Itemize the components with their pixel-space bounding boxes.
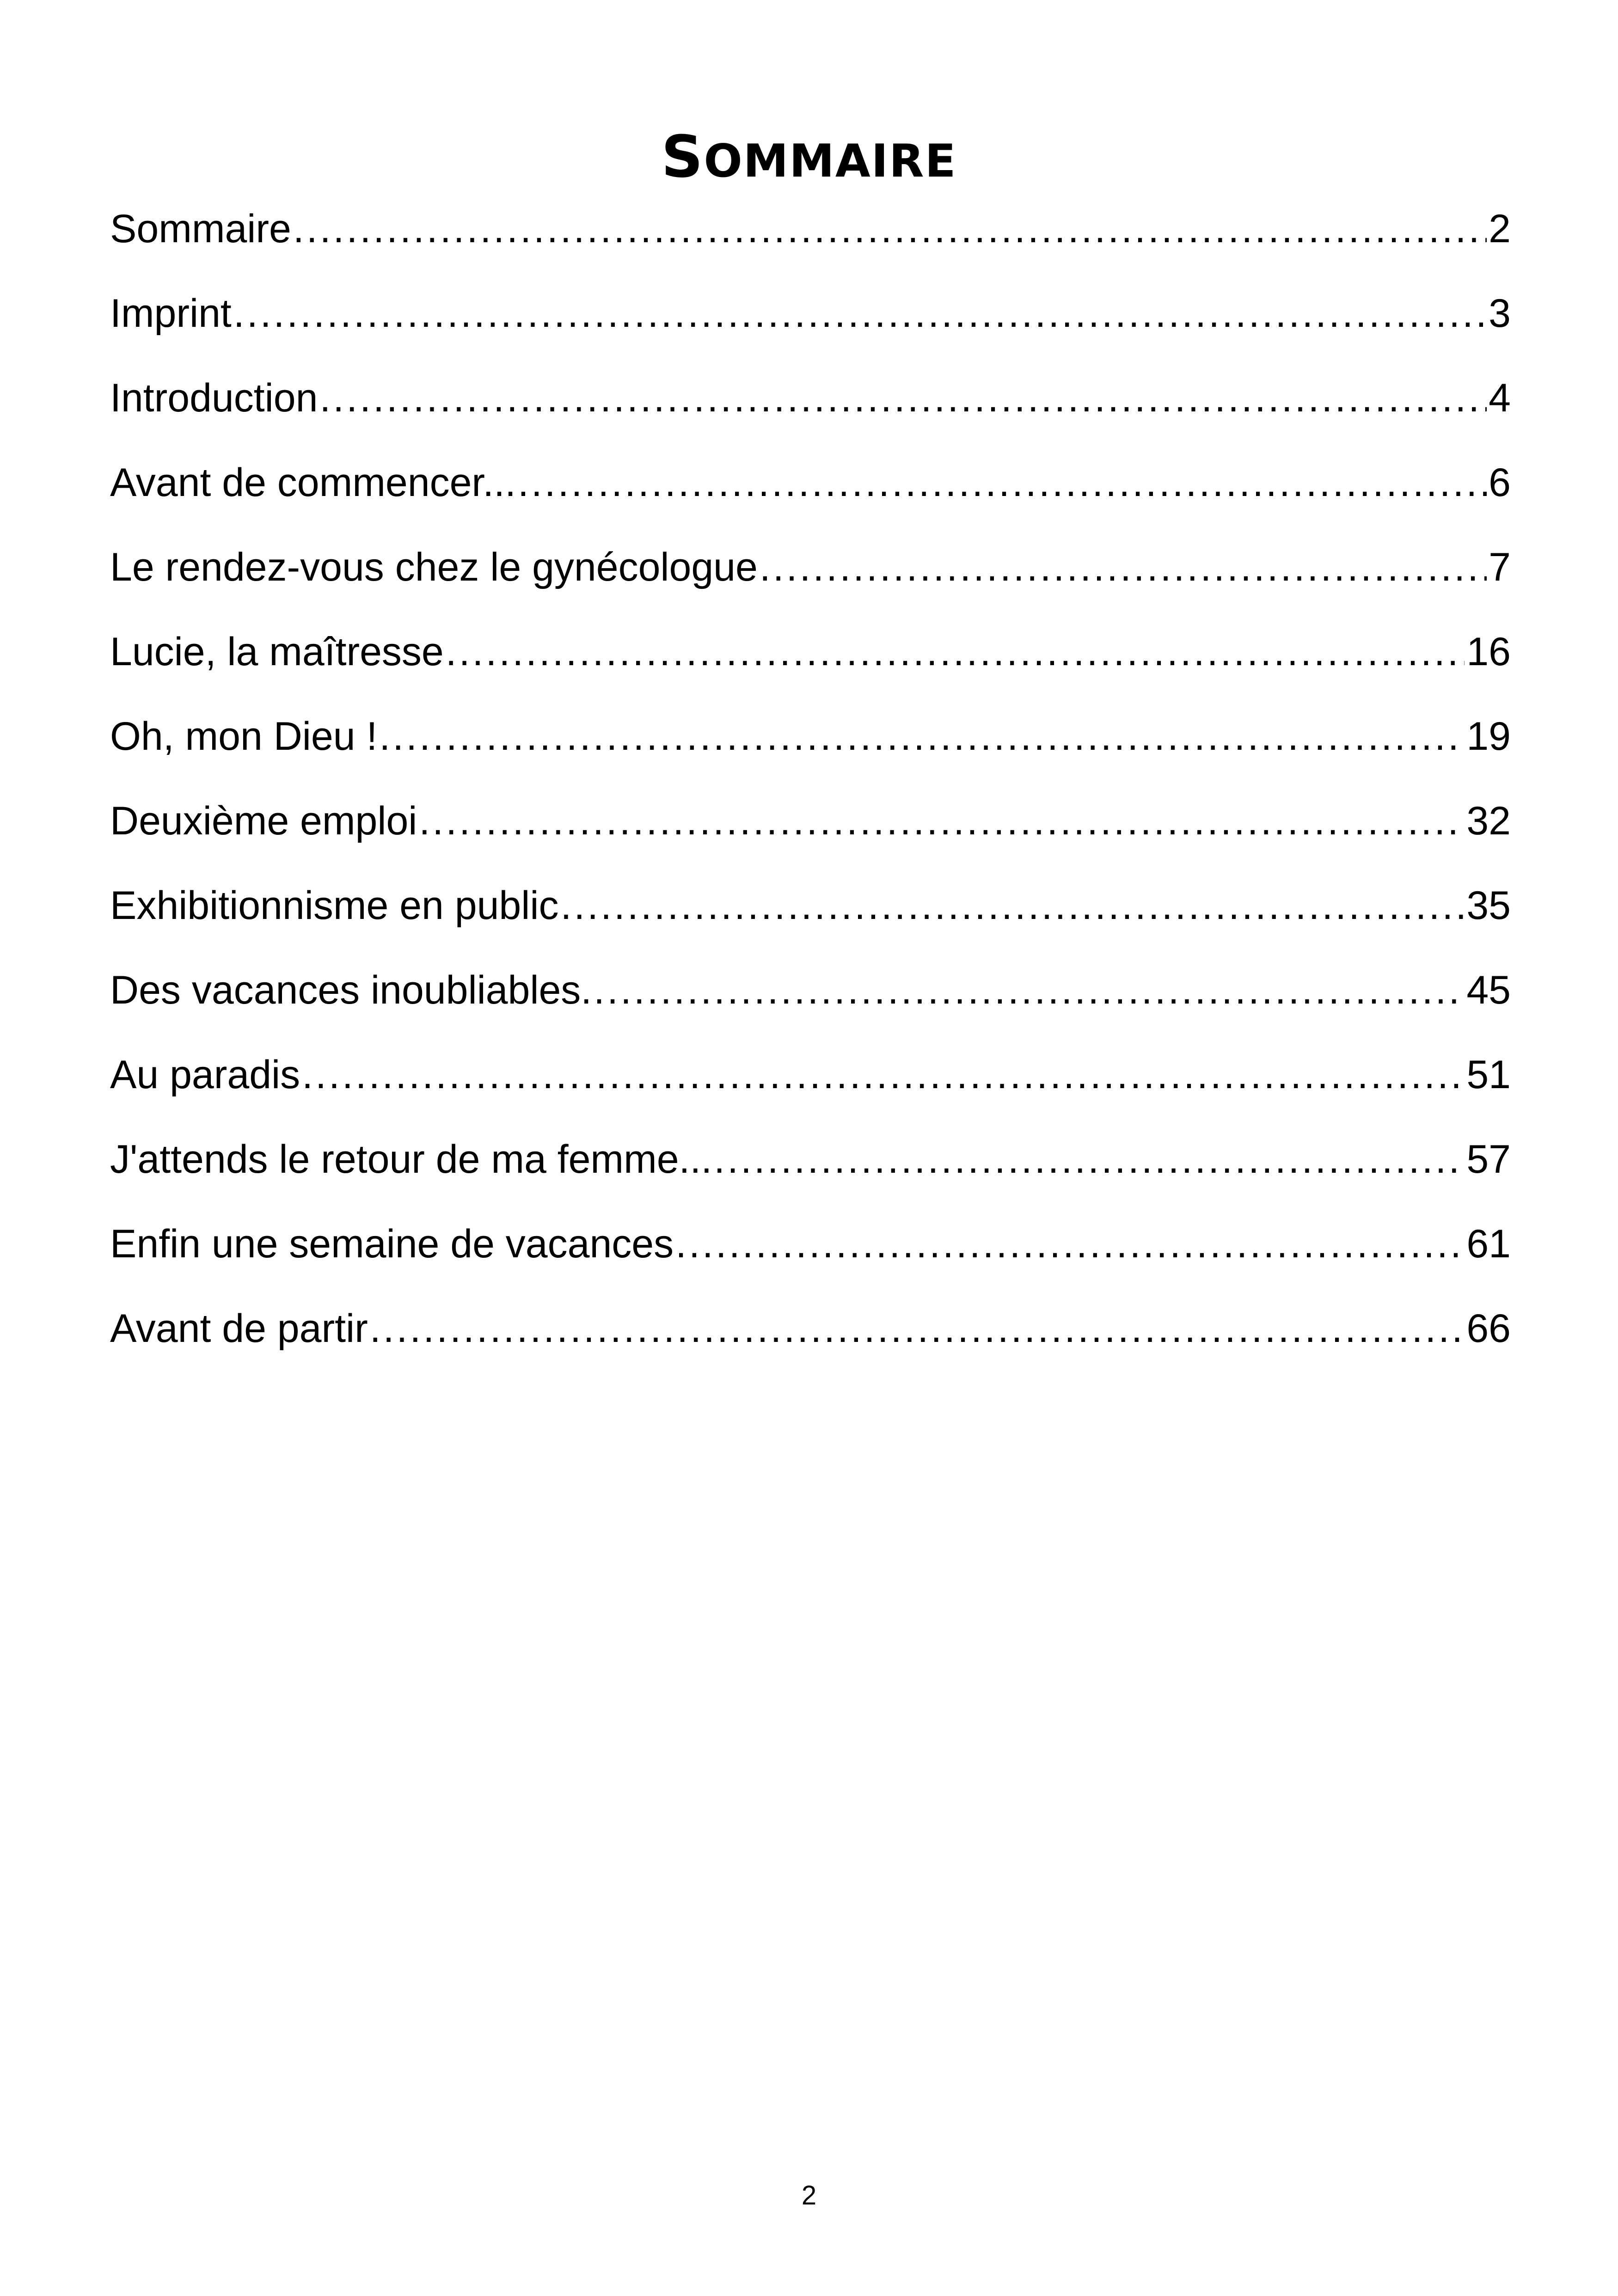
- toc-leader-dots: [419, 791, 1465, 851]
- toc-entry-page: 3: [1489, 291, 1511, 336]
- toc-entry-page: 35: [1466, 883, 1511, 928]
- toc-entry-label: Au paradis: [110, 1053, 300, 1097]
- page-title: [0, 122, 1618, 196]
- toc-entry[interactable]: [110, 1298, 1511, 1383]
- page-title-initial: S: [661, 123, 704, 191]
- toc-entry[interactable]: [110, 368, 1511, 453]
- toc-entry-label: Avant de partir: [110, 1306, 368, 1351]
- toc-entry[interactable]: [110, 1045, 1511, 1129]
- toc-entry-label: Exhibitionnisme en public: [110, 883, 559, 928]
- toc-entry-page: 45: [1466, 968, 1511, 1012]
- toc-entry[interactable]: [110, 1129, 1511, 1214]
- toc-entry-label: Sommaire: [110, 207, 291, 251]
- toc-entry[interactable]: [110, 453, 1511, 537]
- toc-entry-label: Avant de commencer...: [110, 460, 516, 505]
- toc-entry-label: Enfin une semaine de vacances: [110, 1222, 674, 1266]
- page-title-rest: OMMAIRE: [704, 135, 957, 188]
- toc-entry-page: 51: [1466, 1053, 1511, 1097]
- toc-entry-label: J'attends le retour de ma femme...: [110, 1137, 712, 1182]
- toc-entry-label: Introduction: [110, 376, 318, 420]
- toc-entry-page: 61: [1466, 1222, 1511, 1266]
- toc-leader-dots: [302, 1045, 1465, 1105]
- toc-entry-page: 16: [1466, 630, 1511, 674]
- toc-leader-dots: [370, 1298, 1465, 1359]
- toc-leader-dots: [675, 1214, 1465, 1274]
- toc-entry-page: 2: [1489, 207, 1511, 251]
- toc-entry[interactable]: [110, 283, 1511, 368]
- table-of-contents: [110, 199, 1511, 1383]
- toc-entry-page: 7: [1489, 545, 1511, 589]
- toc-entry-label: Imprint: [110, 291, 232, 336]
- toc-entry[interactable]: [110, 537, 1511, 622]
- toc-leader-dots: [760, 537, 1487, 597]
- toc-leader-dots: [594, 960, 1465, 1020]
- toc-entry[interactable]: [110, 876, 1511, 960]
- toc-leader-dots: [714, 1129, 1465, 1189]
- toc-leader-dots: [560, 876, 1465, 936]
- toc-entry-label: Des vacances inoubliables.: [110, 968, 592, 1012]
- toc-leader-dots: [379, 706, 1465, 766]
- toc-entry-page: 6: [1489, 460, 1511, 505]
- page-number: 2: [801, 2180, 817, 2210]
- toc-leader-dots: [518, 453, 1487, 513]
- toc-entry[interactable]: [110, 706, 1511, 791]
- toc-entry-page: 32: [1466, 799, 1511, 843]
- toc-entry-label: Lucie, la maîtresse: [110, 630, 444, 674]
- toc-leader-dots: [293, 199, 1487, 259]
- toc-entry-label: Le rendez-vous chez le gynécologue: [110, 545, 758, 589]
- toc-entry[interactable]: [110, 791, 1511, 876]
- toc-entry-label: Deuxième emploi: [110, 799, 417, 843]
- toc-entry[interactable]: [110, 960, 1511, 1045]
- toc-entry[interactable]: [110, 1214, 1511, 1298]
- toc-entry-page: 4: [1489, 376, 1511, 420]
- toc-entry-page: 57: [1466, 1137, 1511, 1182]
- toc-entry-label: Oh, mon Dieu !: [110, 714, 378, 759]
- toc-leader-dots: [233, 283, 1487, 343]
- toc-leader-dots: [446, 622, 1465, 682]
- toc-entry-page: 66: [1466, 1306, 1511, 1351]
- toc-leader-dots: [319, 368, 1487, 428]
- toc-entry[interactable]: [110, 199, 1511, 283]
- toc-entry-page: 19: [1466, 714, 1511, 759]
- toc-entry[interactable]: [110, 622, 1511, 706]
